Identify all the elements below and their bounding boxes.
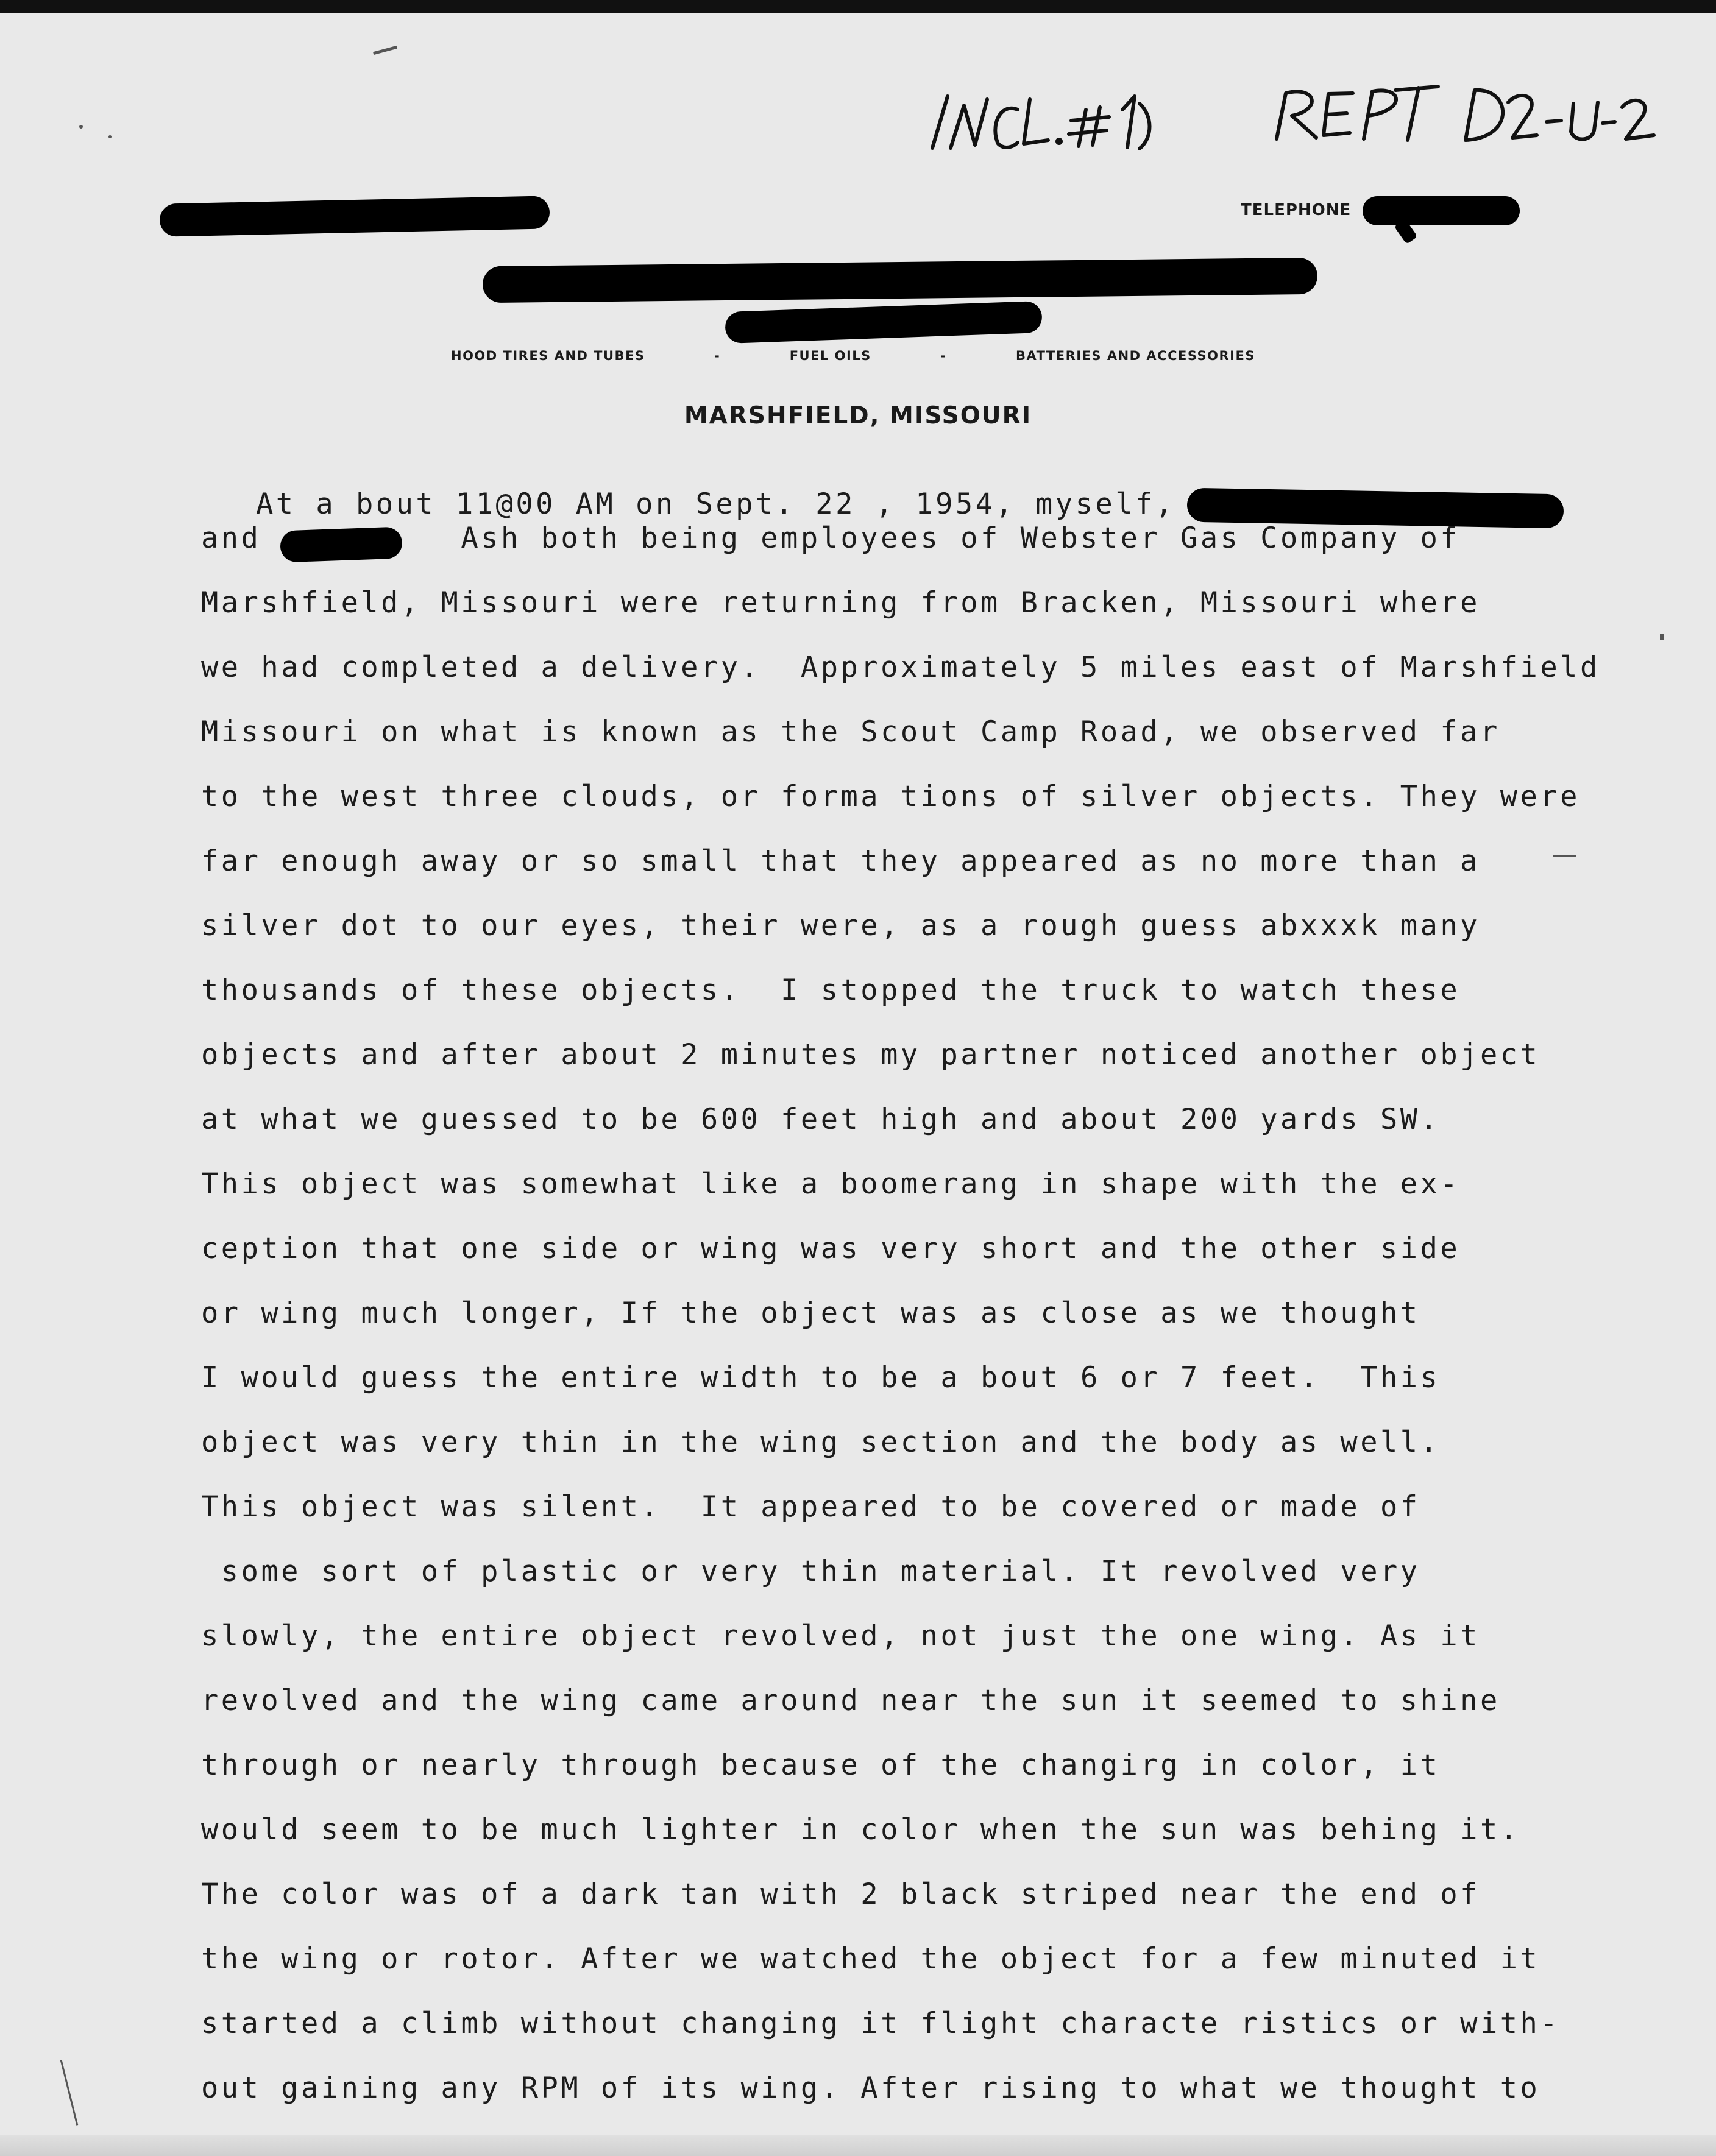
letter-line: This object was somewhat like a boomerang in shape with the ex-	[201, 1167, 1461, 1201]
letter-line: silver dot to our eyes, their were, as a rough guess abxxxk many	[201, 909, 1480, 942]
letter-line: far enough away or so small that they appeared as no more than a	[201, 844, 1480, 878]
product-separator: -	[714, 348, 721, 363]
redacted-company-name	[160, 196, 550, 236]
letter-line: and Ash both being employees of Webster Gas Company of	[201, 521, 1461, 555]
scan-speck	[373, 46, 397, 55]
letter-line: This object was silent. It appeared to be covered or made of	[201, 1490, 1420, 1524]
letter-line: the wing or rotor. After we watched the object for a few minuted it	[201, 1942, 1540, 1976]
scan-speck	[1553, 855, 1576, 857]
letter-line: thousands of these objects. I stopped the truck to watch these	[201, 974, 1461, 1007]
product-batteries: BATTERIES AND ACCESSORIES	[1015, 348, 1255, 363]
letter-line: slowly, the entire object revolved, not just the one wing. As it	[201, 1619, 1480, 1653]
scan-speck	[1660, 634, 1664, 640]
letter-line: Missouri on what is known as the Scout Camp Road, we observed far	[201, 715, 1500, 749]
scan-top-border	[0, 0, 1716, 13]
letter-line: At a bout 11@00 AM on Sept. 22 , 1954, myself,	[256, 487, 1175, 521]
letter-line: through or nearly through because of the changirg in color, it	[201, 1748, 1441, 1782]
letter-line: ception that one side or wing was very short and the other side	[201, 1232, 1461, 1265]
letter-line: revolved and the wing came around near the sun it seemed to shine	[201, 1684, 1500, 1717]
scan-bottom-edge	[0, 2135, 1716, 2156]
handwritten-annotation	[926, 72, 1658, 163]
telephone-label: TELEPHONE	[1241, 201, 1352, 219]
scan-speck	[79, 125, 83, 129]
redacted-telephone-number	[1363, 196, 1520, 225]
letter-line: out gaining any RPM of its wing. After rising to what we thought to	[201, 2071, 1540, 2105]
letter-line: would seem to be much lighter in color when the sun was behing it.	[201, 1813, 1520, 1847]
redacted-company-sub	[725, 301, 1042, 344]
letter-line: to the west three clouds, or forma tions of silver objects. They were	[201, 780, 1580, 813]
letter-line: started a climb without changing it flight characte ristics or with-	[201, 2007, 1561, 2040]
letter-line: I would guess the entire width to be a bout 6 or 7 feet. This	[201, 1361, 1441, 1394]
letter-line: at what we guessed to be 600 feet high and about 200 yards SW.	[201, 1103, 1441, 1136]
handwritten-annotation-drawing	[926, 72, 1658, 163]
scan-speck	[108, 135, 112, 138]
letter-line: or wing much longer, If the object was as close as we thought	[201, 1296, 1420, 1330]
letterhead-products	[451, 348, 1255, 363]
product-separator: -	[940, 348, 947, 363]
scan-speck	[60, 2060, 79, 2125]
letter-line: some sort of plastic or very thin material. It revolved very	[201, 1555, 1420, 1588]
redacted-company-banner	[483, 258, 1318, 303]
letterhead-city: MARSHFIELD, MISSOURI	[684, 402, 1032, 429]
letter-line: Marshfield, Missouri were returning from Bracken, Missouri where	[201, 586, 1480, 620]
letter-line: The color was of a dark tan with 2 black striped near the end of	[201, 1878, 1480, 1911]
letter-line: we had completed a delivery. Approximately 5 miles east of Marshfield	[201, 651, 1600, 684]
letter-line: object was very thin in the wing section and the body as well.	[201, 1426, 1441, 1459]
letter-line: objects and after about 2 minutes my partner noticed another object	[201, 1038, 1540, 1072]
product-tires: HOOD TIRES AND TUBES	[451, 348, 645, 363]
product-fuel-oils: FUEL OILS	[789, 348, 871, 363]
